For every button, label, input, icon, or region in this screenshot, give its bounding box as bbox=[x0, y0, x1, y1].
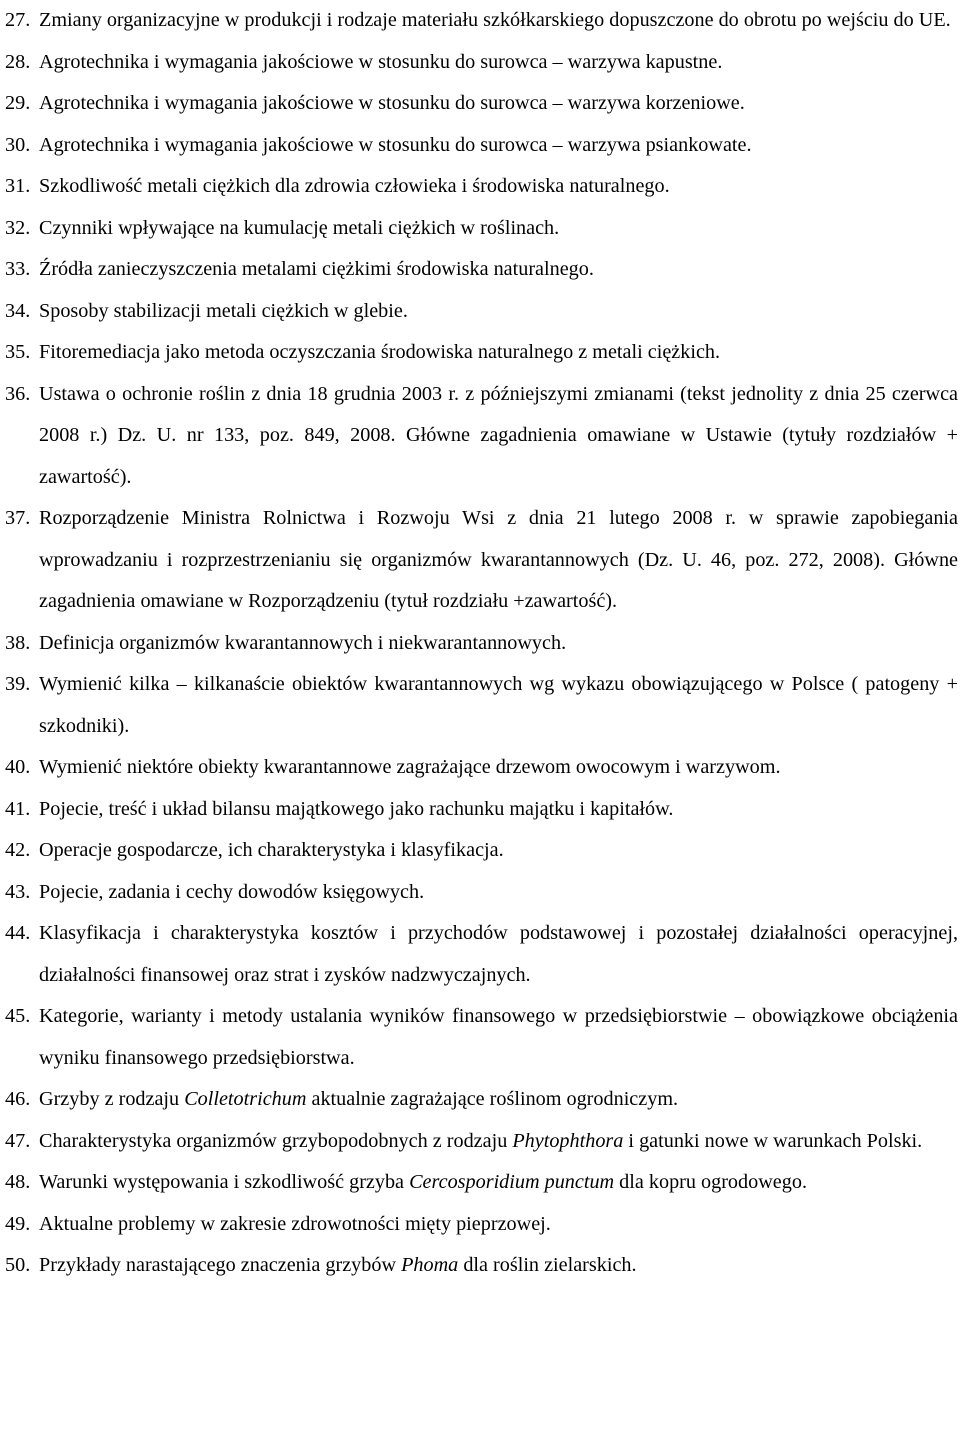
item-text: Wymienić niektóre obiekty kwarantannowe zagrażające drzewom owocowym i warzywom. bbox=[39, 756, 781, 778]
item-number: 36. bbox=[5, 382, 31, 405]
list-item bbox=[5, 374, 958, 499]
item-text: Operacje gospodarcze, ich charakterystyka i klasyfikacja. bbox=[39, 839, 504, 861]
item-text-after: aktualnie zagrażające roślinom ogrodniczym. bbox=[306, 1088, 679, 1110]
item-text: Rozporządzenie Ministra Rolnictwa i Rozwoju Wsi z dnia 21 lutego 2008 r. w sprawie zapobiegania wprowadzaniu i rozprzestrzenianiu się organizmów kwarantannowych (Dz. U. 46, poz. 272, 2008). Główne zagadnienia omawiane w Rozporządzeniu (tytuł rozdziału +zawartość). bbox=[39, 507, 958, 612]
list-item bbox=[5, 42, 958, 84]
list-item bbox=[5, 1079, 958, 1121]
item-text-after: dla roślin zielarskich. bbox=[458, 1254, 637, 1276]
item-number: 30. bbox=[5, 133, 31, 156]
item-text: Czynniki wpływające na kumulację metali ciężkich w roślinach. bbox=[39, 216, 560, 239]
list-item bbox=[5, 166, 958, 208]
list-item bbox=[5, 623, 958, 665]
item-number: 39. bbox=[5, 673, 31, 695]
list-item bbox=[5, 291, 958, 333]
item-text-italic: Phoma bbox=[401, 1254, 459, 1276]
list-item bbox=[5, 1121, 958, 1163]
list-item bbox=[5, 664, 958, 747]
item-text: Pojecie, treść i układ bilansu majątkowego jako rachunku majątku i kapitałów. bbox=[39, 797, 674, 820]
item-text: Agrotechnika i wymagania jakościowe w stosunku do surowca – warzywa kapustne. bbox=[39, 50, 723, 73]
list-item bbox=[5, 125, 958, 167]
item-number: 29. bbox=[5, 92, 31, 114]
list-item bbox=[5, 83, 958, 125]
list-item bbox=[5, 249, 958, 291]
item-number: 35. bbox=[5, 341, 31, 363]
question-list bbox=[5, 0, 958, 1287]
list-item bbox=[5, 498, 958, 623]
item-number: 50. bbox=[5, 1254, 31, 1276]
item-text-before: Charakterystyka organizmów grzybopodobnych z rodzaju bbox=[39, 1129, 513, 1152]
list-item bbox=[5, 872, 958, 914]
list-item bbox=[5, 0, 958, 42]
item-number: 45. bbox=[5, 1005, 31, 1027]
item-number: 47. bbox=[5, 1129, 31, 1152]
item-number: 46. bbox=[5, 1088, 31, 1110]
list-item bbox=[5, 830, 958, 872]
item-text-before: Przykłady narastającego znaczenia grzybów bbox=[39, 1254, 402, 1276]
item-text: Klasyfikacja i charakterystyka kosztów i przychodów podstawowej i pozostałej działalności operacyjnej, działalności finansowej oraz strat i zysków nadzwyczajnych. bbox=[39, 922, 958, 986]
list-item bbox=[5, 1245, 958, 1287]
item-number: 48. bbox=[5, 1171, 31, 1193]
item-text-after: dla kopru ogrodowego. bbox=[614, 1171, 807, 1193]
item-text-italic: Cercosporidium punctum bbox=[409, 1171, 615, 1193]
item-text: Agrotechnika i wymagania jakościowe w stosunku do surowca – warzywa psiankowate. bbox=[39, 133, 752, 156]
item-number: 27. bbox=[5, 9, 31, 31]
item-text-italic: Phytophthora bbox=[512, 1129, 624, 1152]
item-number: 40. bbox=[5, 756, 31, 778]
item-text: Zmiany organizacyjne w produkcji i rodzaje materiału szkółkarskiego dopuszczone do obrotu po wejściu do UE. bbox=[39, 9, 951, 31]
item-text: Agrotechnika i wymagania jakościowe w stosunku do surowca – warzywa korzeniowe. bbox=[39, 92, 745, 114]
item-text: Sposoby stabilizacji metali ciężkich w glebie. bbox=[39, 299, 408, 322]
item-number: 28. bbox=[5, 50, 31, 73]
item-number: 37. bbox=[5, 507, 31, 529]
item-text-italic: Colletotrichum bbox=[184, 1088, 307, 1110]
list-item bbox=[5, 208, 958, 250]
list-item bbox=[5, 1162, 958, 1204]
item-text: Definicja organizmów kwarantannowych i niekwarantannowych. bbox=[39, 631, 567, 654]
list-item bbox=[5, 747, 958, 789]
item-text: Pojecie, zadania i cechy dowodów księgowych. bbox=[39, 880, 425, 903]
item-number: 34. bbox=[5, 299, 31, 322]
list-item bbox=[5, 913, 958, 996]
item-text-after: i gatunki nowe w warunkach Polski. bbox=[623, 1129, 923, 1152]
list-item bbox=[5, 1204, 958, 1246]
item-text: Kategorie, warianty i metody ustalania wyników finansowego w przedsiębiorstwie – obowiązkowe obciążenia wyniku finansowego przedsiębiorstwa. bbox=[39, 1005, 958, 1069]
item-text-before: Grzyby z rodzaju bbox=[39, 1088, 185, 1110]
item-number: 38. bbox=[5, 631, 31, 654]
item-number: 41. bbox=[5, 797, 31, 820]
list-item bbox=[5, 332, 958, 374]
item-text: Aktualne problemy w zakresie zdrowotności mięty pieprzowej. bbox=[39, 1212, 551, 1235]
item-text: Źródła zanieczyszczenia metalami ciężkimi środowiska naturalnego. bbox=[39, 258, 594, 280]
item-number: 32. bbox=[5, 216, 31, 239]
item-number: 33. bbox=[5, 258, 31, 280]
item-number: 43. bbox=[5, 880, 31, 903]
item-text: Ustawa o ochronie roślin z dnia 18 grudnia 2003 r. z późniejszymi zmianami (tekst jednolity z dnia 25 czerwca 2008 r.) Dz. U. nr 133, poz. 849, 2008. Główne zagadnienia omawiane w Ustawie (tytuły rozdziałów + zawartość). bbox=[39, 382, 958, 488]
item-text: Fitoremediacja jako metoda oczyszczania środowiska naturalnego z metali ciężkich. bbox=[39, 341, 721, 363]
item-number: 42. bbox=[5, 839, 31, 861]
item-text: Wymienić kilka – kilkanaście obiektów kwarantannowych wg wykazu obowiązującego w Polsce ( patogeny + szkodniki). bbox=[39, 673, 958, 737]
item-number: 31. bbox=[5, 175, 31, 197]
list-item bbox=[5, 789, 958, 831]
item-number: 44. bbox=[5, 922, 31, 944]
list-item bbox=[5, 996, 958, 1079]
item-text: Szkodliwość metali ciężkich dla zdrowia człowieka i środowiska naturalnego. bbox=[39, 175, 670, 197]
item-text-before: Warunki występowania i szkodliwość grzyba bbox=[39, 1171, 410, 1193]
item-number: 49. bbox=[5, 1212, 31, 1235]
